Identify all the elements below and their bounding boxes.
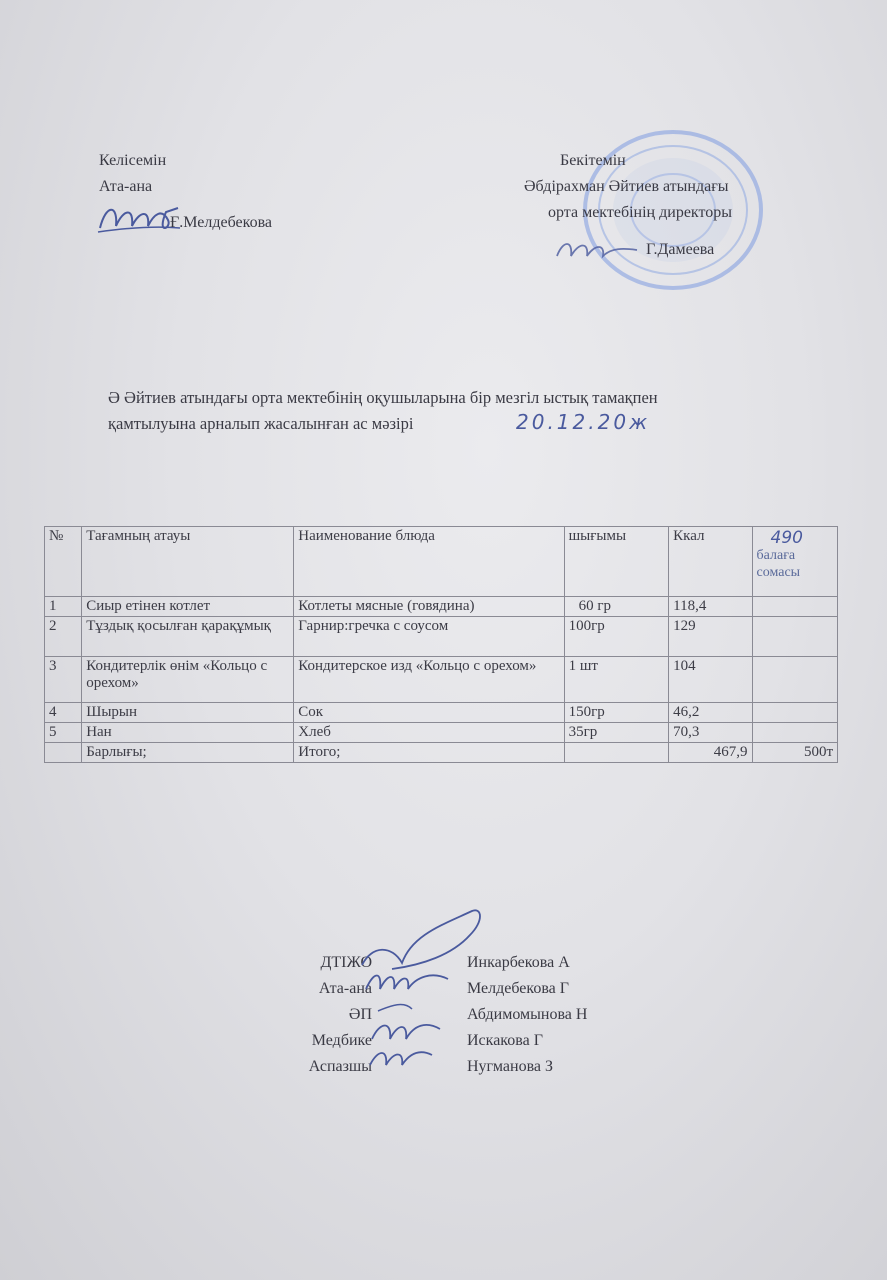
header-price	[752, 527, 837, 597]
row-number: 4	[45, 703, 82, 723]
director-signature-icon	[553, 234, 643, 268]
signer-name: Нугманова З	[467, 1058, 554, 1075]
table-total-row	[45, 743, 838, 763]
row-kz-name: Барлығы;	[82, 743, 294, 763]
signer-name: Искакова Г	[467, 1032, 543, 1049]
row-kz-name: Кондитерлік өнім «Кольцо с орехом»	[82, 657, 294, 703]
row-ru-name: Итого;	[294, 743, 564, 763]
row-output: 35гр	[564, 723, 669, 743]
table-row	[45, 617, 838, 657]
row-ru-name: Гарнир:гречка с соусом	[294, 617, 564, 657]
row-number: 2	[45, 617, 82, 657]
school-name: Әбдірахман Әйтиев атындағы	[524, 178, 729, 195]
row-ru-name: Кондитерское изд «Кольцо с орехом»	[294, 657, 564, 703]
header-kcal: Ккал	[669, 527, 752, 597]
signer-role: Ата-ана	[318, 980, 372, 997]
signer-role: Аспазшы	[308, 1058, 372, 1075]
row-output: 60 гр	[564, 597, 669, 617]
row-number: 3	[45, 657, 82, 703]
row-number	[45, 743, 82, 763]
committee-signatures-icon	[352, 905, 492, 1085]
row-kcal: 129	[669, 617, 752, 657]
table-row	[45, 703, 838, 723]
row-sum: 500т	[752, 743, 837, 763]
row-output: 100гр	[564, 617, 669, 657]
row-sum	[752, 617, 837, 657]
parent-label: Ата-ана	[99, 178, 153, 195]
row-kcal: 467,9	[669, 743, 752, 763]
row-sum	[752, 657, 837, 703]
signer-role: ӘП	[348, 1006, 372, 1023]
menu-title-line2: қамтылуына арналып жасалынған ас мәзірі	[108, 414, 414, 433]
row-output: 1 шт	[564, 657, 669, 703]
row-number: 5	[45, 723, 82, 743]
header-price-line2: сомасы	[756, 565, 801, 580]
row-sum	[752, 703, 837, 723]
parent-name: Ғ.Мелдебекова	[170, 214, 273, 231]
row-kz-name: Сиыр етінен котлет	[82, 597, 294, 617]
row-kcal: 118,4	[669, 597, 752, 617]
header-number: №	[45, 527, 82, 597]
table-header-row	[45, 527, 838, 597]
signer-name: Мелдебекова Г	[467, 980, 570, 997]
signer-role: ДТІЖО	[320, 954, 372, 971]
row-output	[564, 743, 669, 763]
row-ru-name: Хлеб	[294, 723, 564, 743]
row-kz-name: Шырын	[82, 703, 294, 723]
row-ru-name: Котлеты мясные (говядина)	[294, 597, 564, 617]
menu-date: 20.12.20ж	[516, 410, 651, 434]
approve-label: Бекітемін	[560, 152, 626, 169]
table-row	[45, 657, 838, 703]
row-kcal: 70,3	[669, 723, 752, 743]
row-sum	[752, 723, 837, 743]
row-ru-name: Сок	[294, 703, 564, 723]
header-kz-name: Тағамның атауы	[82, 527, 294, 597]
director-name: Г.Дамеева	[646, 241, 715, 258]
menu-table	[44, 526, 838, 763]
table-row	[45, 597, 838, 617]
menu-title-line1: Ә Әйтиев атындағы орта мектебінің оқушыларына бір мезгіл ыстық тамақпен	[108, 388, 658, 407]
header-ru-name: Наименование блюда	[294, 527, 564, 597]
row-sum	[752, 597, 837, 617]
table-row	[45, 723, 838, 743]
row-kz-name: Тұздық қосылған қарақұмық	[82, 617, 294, 657]
row-kcal: 46,2	[669, 703, 752, 723]
row-kcal: 104	[669, 657, 752, 703]
signer-name: Абдимомынова Н	[467, 1006, 588, 1023]
header-price-line1: балаға	[756, 548, 796, 563]
row-number: 1	[45, 597, 82, 617]
director-title: орта мектебінің директоры	[548, 204, 733, 221]
signer-name: Инкарбекова А	[467, 954, 570, 971]
header-price-handwritten: 490	[770, 528, 803, 548]
signer-role: Медбике	[311, 1032, 372, 1049]
row-output: 150гр	[564, 703, 669, 723]
agree-label: Келісемін	[99, 152, 167, 169]
header-output: шығымы	[564, 527, 669, 597]
row-kz-name: Нан	[82, 723, 294, 743]
